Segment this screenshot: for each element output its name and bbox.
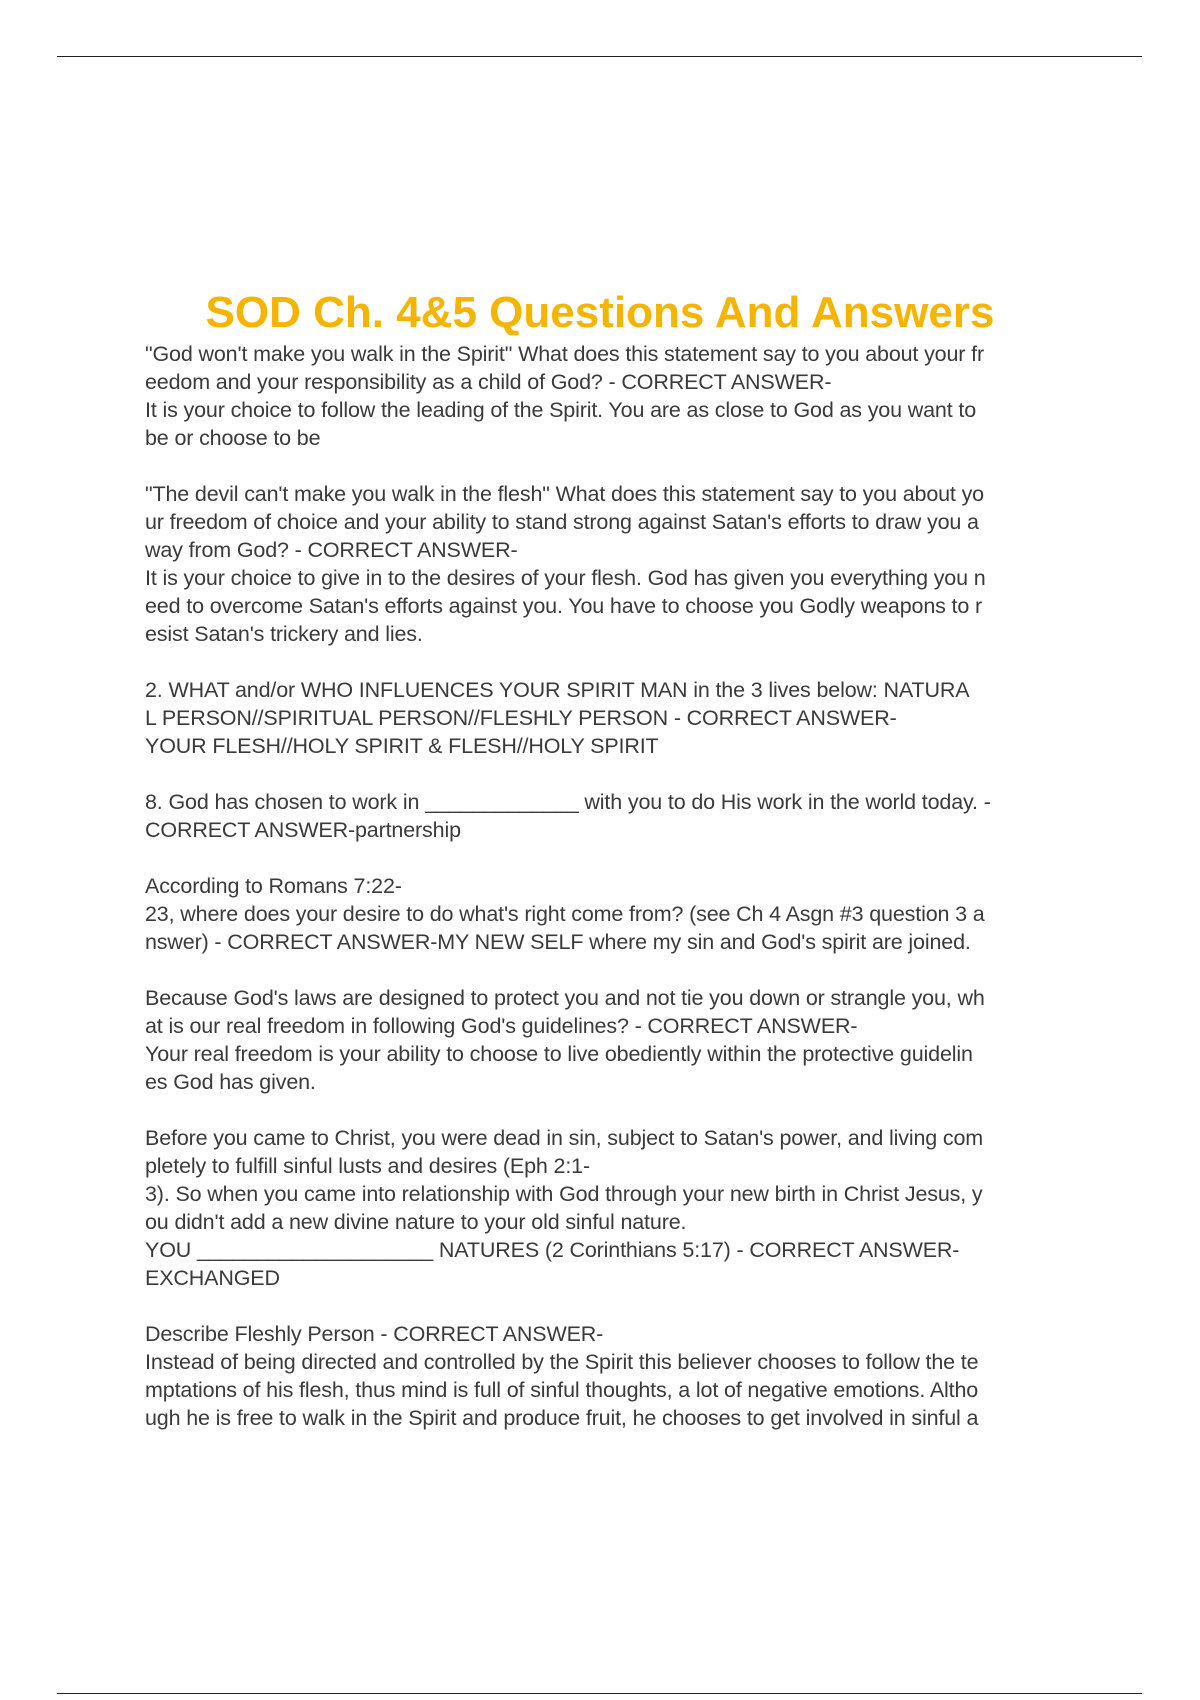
qa-entry bbox=[145, 788, 1095, 844]
qa-entry bbox=[145, 872, 1095, 956]
qa-entry bbox=[145, 984, 1095, 1096]
qa-line: YOUR FLESH//HOLY SPIRIT & FLESH//HOLY SPIRIT bbox=[145, 734, 659, 758]
qa-line: Because God's laws are designed to protect you and not tie you down or strangle you, wh bbox=[145, 986, 985, 1010]
qa-line: way from God? - CORRECT ANSWER- bbox=[145, 538, 518, 562]
qa-line: be or choose to be bbox=[145, 426, 321, 450]
qa-line: esist Satan's trickery and lies. bbox=[145, 622, 423, 646]
qa-line: eedom and your responsibility as a child of God? - CORRECT ANSWER- bbox=[145, 370, 832, 394]
qa-content bbox=[145, 340, 1095, 1460]
qa-line: Instead of being directed and controlled by the Spirit this believer chooses to follow the te bbox=[145, 1350, 979, 1374]
qa-line: 3). So when you came into relationship with God through your new birth in Christ Jesus, y bbox=[145, 1182, 983, 1206]
qa-line: ugh he is free to walk in the Spirit and produce fruit, he chooses to get involved in sinful a bbox=[145, 1406, 979, 1430]
qa-line: 23, where does your desire to do what's right come from? (see Ch 4 Asgn #3 question 3 a bbox=[145, 902, 985, 926]
qa-line: It is your choice to give in to the desires of your flesh. God has given you everything you n bbox=[145, 566, 986, 590]
qa-line: ou didn't add a new divine nature to your old sinful nature. bbox=[145, 1210, 687, 1234]
qa-entry bbox=[145, 1320, 1095, 1432]
qa-line: Before you came to Christ, you were dead in sin, subject to Satan's power, and living com bbox=[145, 1126, 984, 1150]
qa-entry bbox=[145, 480, 1095, 648]
qa-line: pletely to fulfill sinful lusts and desires (Eph 2:1- bbox=[145, 1154, 590, 1178]
qa-entry bbox=[145, 676, 1095, 760]
qa-line: 8. God has chosen to work in _____________ with you to do His work in the world today. - bbox=[145, 790, 991, 814]
qa-entry bbox=[145, 1124, 1095, 1292]
page-top-rule bbox=[57, 56, 1142, 57]
qa-line: L PERSON//SPIRITUAL PERSON//FLESHLY PERSON - CORRECT ANSWER- bbox=[145, 706, 897, 730]
document-title: SOD Ch. 4&5 Questions And Answers bbox=[205, 288, 995, 338]
qa-line: nswer) - CORRECT ANSWER-MY NEW SELF where my sin and God's spirit are joined. bbox=[145, 930, 971, 954]
qa-line: eed to overcome Satan's efforts against you. You have to choose you Godly weapons to r bbox=[145, 594, 983, 618]
qa-line: CORRECT ANSWER-partnership bbox=[145, 818, 461, 842]
qa-line: YOU ____________________ NATURES (2 Corinthians 5:17) - CORRECT ANSWER- bbox=[145, 1238, 960, 1262]
qa-line: ur freedom of choice and your ability to stand strong against Satan's efforts to draw you a bbox=[145, 510, 979, 534]
qa-line: "The devil can't make you walk in the flesh" What does this statement say to you about yo bbox=[145, 482, 984, 506]
qa-line: Describe Fleshly Person - CORRECT ANSWER- bbox=[145, 1322, 604, 1346]
qa-line: 2. WHAT and/or WHO INFLUENCES YOUR SPIRIT MAN in the 3 lives below: NATURA bbox=[145, 678, 970, 702]
qa-line: According to Romans 7:22- bbox=[145, 874, 402, 898]
qa-line: es God has given. bbox=[145, 1070, 316, 1094]
qa-line: EXCHANGED bbox=[145, 1266, 280, 1290]
qa-line: "God won't make you walk in the Spirit" What does this statement say to you about your fr bbox=[145, 342, 984, 366]
page-bottom-rule bbox=[57, 1693, 1142, 1694]
qa-line: Your real freedom is your ability to choose to live obediently within the protective guidelin bbox=[145, 1042, 973, 1066]
qa-line: mptations of his flesh, thus mind is full of sinful thoughts, a lot of negative emotions. Altho bbox=[145, 1378, 979, 1402]
qa-entry bbox=[145, 340, 1095, 452]
qa-line: It is your choice to follow the leading of the Spirit. You are as close to God as you want to bbox=[145, 398, 977, 422]
qa-line: at is our real freedom in following God's guidelines? - CORRECT ANSWER- bbox=[145, 1014, 858, 1038]
